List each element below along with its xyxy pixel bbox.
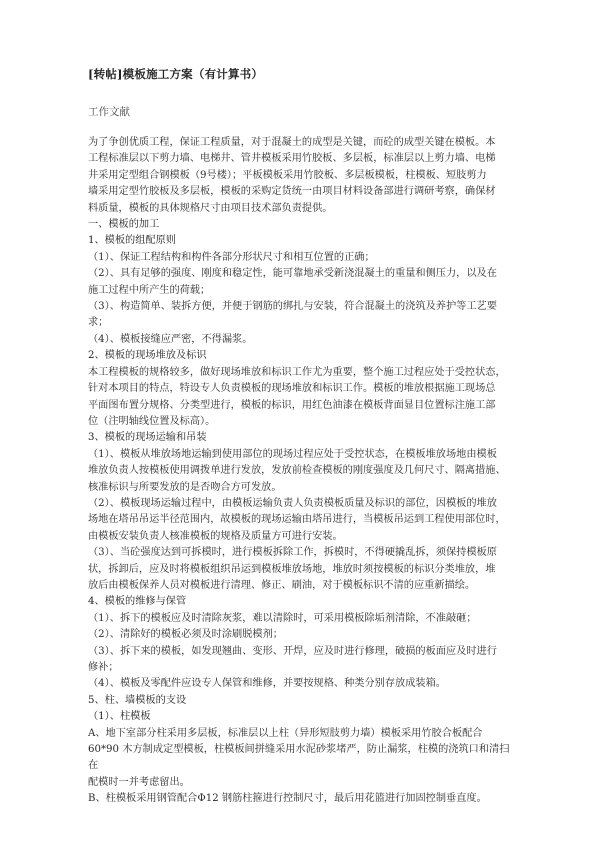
heading-line: 2、模板的现场堆放及标识 — [88, 350, 207, 362]
body-line: 状，拆卸后，应及时将模板组织吊运到模板堆放场地，堆放时须按模板的标识分类堆放，堆 — [88, 563, 496, 575]
body-line: B、柱模板采用钢管配合Φ12 钢筋柱箍进行控制尺寸，最后用花篮进行加固控制垂直度。 — [88, 793, 487, 805]
body-line: （2）、模板现场运输过程中，由模板运输负责人负责模板质量及标识的部位，因模板的堆放 — [88, 497, 497, 509]
document-title: [转帖]模板施工方案（有计算书） — [88, 67, 264, 81]
body-line: 针对本项目的特点，特设专人负责模板的现场堆放和标识工作。模板的堆放根据施工现场总 — [88, 383, 496, 395]
body-line: （1）、保证工程结构和构件各部分形状尺寸和相互位置的正确； — [88, 251, 375, 263]
document-page — [88, 66, 518, 808]
body-line: （3）、构造简单、装拆方便，并便于钢筋的绑扎与安装，符合混凝土的浇筑及养护等工艺要 — [88, 301, 497, 313]
body-line: （2）、具有足够的强度、刚度和稳定性，能可靠地承受新浇混凝土的重量和侧压力，以及在 — [88, 268, 497, 280]
body-line: A、地下室部分柱采用多层板，标准层以上柱（异形短肢剪力墙）模板采用竹胶合板配合 — [88, 727, 483, 739]
body-line: 60*90 木方制成定型模板，柱模板间拼缝采用水泥砂浆堵严，防止漏浆，柱模的浇筑口和清扫在 — [88, 744, 510, 772]
body-line: （4）、模板接缝应严密，不得漏浆。 — [88, 333, 253, 345]
section-label: 工作文献 — [88, 106, 130, 118]
heading-line: 一、模板的加工 — [88, 219, 160, 231]
body-line: 位（注明轴线位置及标高）。 — [88, 415, 216, 427]
heading-line: （1）、柱模板 — [88, 711, 151, 723]
body-line: 配模时一并考虑留出。 — [88, 776, 190, 788]
body-line: （1）、拆下的模板应及时清除灰浆，难以清除时，可采用模板除垢剂清除，不准敲砸； — [88, 612, 477, 624]
heading-line: 5、柱、墙模板的支设 — [88, 694, 187, 706]
body-line: （4）、模板及零配件应设专人保管和维修，并要按规格、种类分别存放成装箱。 — [88, 678, 446, 690]
body-line: 墙采用定型竹胶板及多层板，模板的采购定货统一由项目材料设备部进行调研考察，确保材 — [88, 186, 496, 198]
heading-line: 3、模板的现场运输和吊装 — [88, 432, 207, 444]
body-line: 工程标准层以下剪力墙、电梯井、管井模板采用竹胶板、多层板，标准层以上剪力墙、电梯 — [88, 153, 496, 165]
body-line: 为了争创优质工程，保证工程质量，对于混凝土的成型是关键，而砼的成型关键在模板。本 — [88, 137, 496, 148]
body-line: 由模板安装负责人核准模板的规格及质量方可进行安装。 — [88, 530, 343, 542]
body-line: 放后由模板保养人员对模板进行清理、修正、刷油，对于模板标识不清的应重新描绘。 — [88, 579, 476, 591]
body-line: 平面图布置分规格、分类型进行，模板的标识，用红色油漆在模板背面显目位置标注施工部 — [88, 399, 496, 411]
document-body — [88, 135, 518, 808]
heading-line: 1、模板的组配原则 — [88, 235, 176, 247]
body-line: 本工程模板的规格较多，做好现场堆放和标识工作尤为重要，整个施工过程应处于受控状态， — [88, 366, 506, 378]
body-line: 料质量，模板的具体规格尺寸由项目技术部负责提供。 — [88, 202, 333, 214]
body-line: 井采用定型组合钢模板（9号楼）；平板模板采用竹胶板、多层板模板，柱模板、短肢剪力 — [88, 169, 487, 181]
body-line: 求； — [88, 317, 109, 329]
heading-line: 4、模板的维修与保管 — [88, 596, 187, 608]
body-line: （3）、拆下来的模板，如发现翘曲、变形、开焊，应及时进行修理，破损的板面应及时进行 — [88, 645, 497, 657]
body-line: （2）、清除好的模板必须及时涂刷脱模剂； — [88, 629, 283, 641]
body-line: 堆放负责人按模板使用调拨单进行发放，发放前检查模板的刚度强度及几何尺寸、隔离措施、 — [88, 465, 506, 477]
body-line: 核准标识与所要发放的是否吻合方可发放。 — [88, 481, 282, 493]
body-line: （3）、当砼强度达到可拆模时，进行模板拆除工作，拆模时，不得硬撬乱拆，须保持模板原 — [88, 547, 497, 559]
body-line: 修补； — [88, 662, 119, 673]
body-line: 场地在塔吊吊运半径范围内，故模板的现场运输由塔吊进行，当模板吊运到工程使用部位时， — [88, 514, 506, 526]
body-line: 施工过程中所产生的荷载； — [88, 284, 211, 296]
body-line: （1）、模板从堆放场地运输到使用部位的现场过程应处于受控状态，在模板堆放场地由模板 — [88, 448, 497, 460]
